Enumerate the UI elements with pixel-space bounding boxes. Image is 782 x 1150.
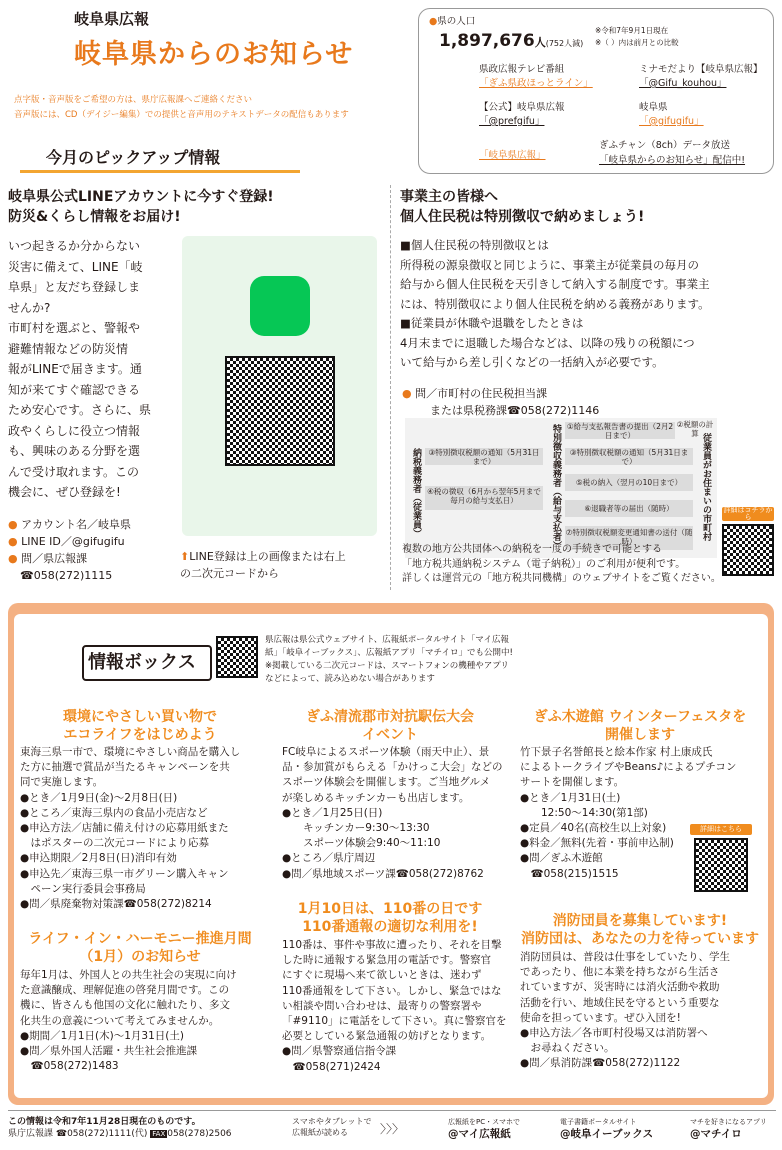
fire-body-line: であったり、他に本業を持ちながら生活さ xyxy=(520,966,720,979)
ekiden-body-line: が楽しめるキッチンカーも出店します。 xyxy=(282,791,470,804)
ekiden-body-line: スポーツ体験会を開催します。ご当地グルメ xyxy=(282,776,491,789)
myk-small: 広報紙をPC・スマホで xyxy=(448,1118,520,1126)
flow-step-6: ⑥退職者等の届出（随時） xyxy=(584,504,674,513)
line-body-line: 報がLINEで届きます。通 xyxy=(8,362,142,376)
flow-step-4: ④税の徴収（6月から翌年5月まで毎月の給与支払日） xyxy=(427,487,541,505)
line-qr-code-icon[interactable] xyxy=(225,356,335,466)
harmony-title-1: ライフ・イン・ハーモニー推進月間 xyxy=(28,931,252,947)
bullet-icon: ● xyxy=(8,552,22,565)
tax-heading-1: ■個人住民税の特別徴収とは xyxy=(400,238,549,252)
tax-para-2-line-1: 4月末までに退職した場合などは、以降の残りの税額につ xyxy=(400,335,695,350)
infobox-desc-2: 紙」「岐阜イーブックス」、広報紙アプリ「マチイロ」でも公開中! xyxy=(265,648,513,658)
gifuken-label: 岐阜県 xyxy=(639,102,668,113)
mokuyu-body-line: 12:50～14:30(第1部) xyxy=(520,806,648,819)
line-body-line: 知が来てすぐ確認できる xyxy=(8,382,141,397)
harmony-body-line: た意識醸成、理解促進の啓発月間です。この xyxy=(20,984,230,997)
line-tel: ☎058(272)1115 xyxy=(20,569,113,582)
eco-body-line: ●問／県廃棄物対策課☎058(272)8214 xyxy=(20,898,212,911)
tax-para-1-line-2: 給与から個人住民税を天引きして納入する制度です。事業主 xyxy=(400,277,710,291)
tax-qr-code-icon[interactable] xyxy=(722,524,774,576)
data-broadcast-label: ぎふチャン（8ch）データ放送 xyxy=(599,140,731,151)
smart-label-2: 広報紙が読める xyxy=(292,1128,348,1137)
gifu-kouhou-link[interactable]: 「岐阜県広報」 xyxy=(479,150,546,161)
line-id: LINE ID／@gifugifu xyxy=(21,535,125,548)
page-title: 岐阜県からのお知らせ xyxy=(74,39,354,70)
data-broadcast-name[interactable]: 「岐阜県からのお知らせ」配信中! xyxy=(599,155,746,166)
eco-title-1: 環境にやさしい買い物で xyxy=(63,709,217,725)
footer-date: この情報は令和7年11月28日現在のものです。 xyxy=(8,1117,201,1127)
flow-step-3a: ③特別徴収税額の通知（5月31日まで） xyxy=(428,448,540,466)
arrows-icon: 〉〉〉 xyxy=(380,1122,405,1136)
mokuyu-body-line: ●定員／40名(高校生以上対象) xyxy=(520,822,667,835)
population-paren-note: ※（ ）内は前月との比較 xyxy=(595,38,679,47)
bullet-icon: ● xyxy=(8,518,22,531)
fax-label: FAX xyxy=(152,1130,166,1138)
tax-flow-diagram xyxy=(405,418,717,558)
population-unit: 人 xyxy=(534,36,546,49)
tax-foot-1: 複数の地方公共団体への納税を一度の手続きで可能とする xyxy=(402,544,662,555)
infobox-desc-3: ※掲載している二次元コードは、スマートフォンの機種やアプリ xyxy=(265,661,509,671)
header-subtitle: 岐阜県広報 xyxy=(74,10,150,28)
ekiden-body-line: ●とき／1月25日(日) xyxy=(282,806,383,819)
ekiden-body xyxy=(282,745,510,882)
line-body-line: 阜県」と友だち登録しま xyxy=(8,280,141,294)
fire-body xyxy=(520,950,765,1072)
up-arrow-icon: ⬆ xyxy=(180,550,190,563)
mokuyu-body-line: サートを開催します。 xyxy=(520,776,625,789)
machiiro-small: マチを好きになるアプリ xyxy=(690,1118,767,1126)
police-body-line: い相談や問い合わせは、最寄りの警察署や xyxy=(282,999,482,1012)
fire-body-line: お尋ねください。 xyxy=(520,1042,615,1055)
tax-title-2: 個人住民税は特別徴収で納めましょう! xyxy=(400,209,645,225)
minamo-label: ミナモだより【岐阜県広報】 xyxy=(639,64,763,75)
police-body-line: にすぐに現場へ来て欲しいときは、迷わず xyxy=(282,969,482,982)
police-body xyxy=(282,938,510,1075)
line-title-1: 岐阜県公式LINEアカウントに今すぐ登録! xyxy=(8,189,274,205)
eco-body-line: ●ところ／東海三県内の食品小売店など xyxy=(20,806,208,819)
mokuyu-body-line: ●とき／1月31日(土) xyxy=(520,791,621,804)
population-change: (752人減) xyxy=(545,39,584,48)
ebooks-link[interactable]: @岐阜イーブックス xyxy=(560,1128,654,1140)
line-account: アカウント名／岐阜県 xyxy=(21,518,131,531)
ekiden-body-line: ●ところ／県庁周辺 xyxy=(282,852,376,865)
harmony-body-line: ☎058(272)1483 xyxy=(20,1060,119,1073)
column-divider xyxy=(390,185,391,590)
fire-body-line: ●問／県消防課☎058(272)1122 xyxy=(520,1057,681,1070)
fire-body-line: 活動を行い、地域住民を守るという重要な xyxy=(520,996,720,1009)
line-body-line: せんか? xyxy=(8,300,51,315)
mokuyu-body-line: によるトークライブやBeans♪によるプチコン xyxy=(520,761,737,774)
tax-contact: 問／市町村の住民税担当課 xyxy=(415,387,548,400)
ekiden-body-line: ●問／県地域スポーツ課☎058(272)8762 xyxy=(282,867,484,880)
line-body-line: も、興味のある分野を選 xyxy=(8,444,141,458)
harmony-body-line: ●問／県外国人活躍・共生社会推進課 xyxy=(20,1045,198,1058)
population-value: 1,897,676 xyxy=(439,31,535,51)
eco-body-line: ●申込先／東海三県一市グリーン購入キャン xyxy=(20,867,229,880)
ekiden-body-line: スポーツ体験会9:40～11:10 xyxy=(282,837,441,850)
mokuyu-detail-label: 詳細はこちら xyxy=(690,824,752,835)
flow-step-1: ①給与支払報告書の提出（2月2日まで） xyxy=(566,422,674,440)
tv-program-label: 県政広報テレビ番組 xyxy=(479,64,565,75)
line-title-2: 防災&くらし情報をお届け! xyxy=(8,209,181,225)
tax-foot-3: 詳しくは運営元の「地方税共同機構」のウェブサイトをご覧ください。 xyxy=(402,573,721,584)
tax-para-1-line-3: には、特別徴収により個人住民税を納める義務があります。 xyxy=(400,296,710,311)
population-box xyxy=(418,8,774,174)
tax-title-1: 事業主の皆様へ xyxy=(400,189,498,205)
eco-body xyxy=(20,745,270,912)
footer-fax: 058(278)2506 xyxy=(167,1129,232,1139)
line-body-line: 機会に、ぜひ登録を! xyxy=(8,485,121,499)
flow-step-2: ②税額の計算 xyxy=(676,420,714,438)
info-box-title: 情報ボックス xyxy=(88,652,196,673)
mokuyu-title-1: ぎふ木遊館 ウインターフェスタを xyxy=(533,709,747,725)
line-app-image xyxy=(182,236,377,536)
pickup-underline xyxy=(20,170,300,173)
tax-detail-label: 詳細はコチラから xyxy=(723,506,773,521)
info-box-title-frame xyxy=(82,645,212,681)
flow-step-5: ⑤税の納入（翌月の10日まで） xyxy=(575,478,683,487)
police-body-line: ●問／県警察通信指令課 xyxy=(282,1045,397,1058)
fire-body-line: 消防団員は、普段は仕事をしていたり、学生 xyxy=(520,951,730,963)
ekiden-title-2: イベント xyxy=(362,727,418,743)
fire-body-line: 使命を担っています。ぜひ入団を! xyxy=(520,1011,681,1024)
harmony-body-line: 毎年1月は、外国人との共生社会の実現に向け xyxy=(20,969,237,981)
eco-body-line: た方に抽選で賞品が当たるキャンペーンを共 xyxy=(20,761,230,774)
police-body-line: 110番通報をして下さい。しかし、緊急ではな xyxy=(282,984,502,997)
police-body-line: した時に通報する緊急用の電話です。警察官 xyxy=(282,954,492,967)
line-register-1: LINE登録は上の画像または右上 xyxy=(189,550,346,563)
flow-taxpayer: 納税義務者（従業員） xyxy=(411,448,421,538)
infobox-desc-4: などによって、読み込めない場合があります xyxy=(265,674,435,684)
fire-body-line: ●申込方法／各市町村役場又は消防署へ xyxy=(520,1027,708,1040)
official-label: 【公式】岐阜県広報 xyxy=(479,102,565,113)
machiiro-link[interactable]: @マチイロ xyxy=(690,1128,742,1140)
myk-link[interactable]: @マイ広報紙 xyxy=(448,1128,511,1140)
line-register-2: の二次元コードから xyxy=(180,567,279,580)
smart-label-1: スマホやタブレットで xyxy=(292,1117,372,1126)
eco-body-line: ●申込期限／2月8日(日)消印有効 xyxy=(20,852,177,865)
eco-body-line: ペーン実行委員会事務局 xyxy=(20,882,146,895)
gifuken-handle[interactable]: 「@gifugifu」 xyxy=(639,116,704,127)
mokuyu-body-line: ●料金／無料(先着・事前申込制) xyxy=(520,837,674,850)
tax-para-2-line-2: いて給与から差し引くなどの一括納入が必要です。 xyxy=(400,355,664,369)
eco-body-line: ●申込方法／店舗に備え付けの応募用紙また xyxy=(20,822,229,835)
infobox-desc-1: 県広報は県公式ウェブサイト、広報紙ポータルサイト「マイ広報 xyxy=(265,635,510,645)
flow-municipality: 従業員がお住まいの市町村 xyxy=(701,433,711,541)
ekiden-body-line: 品・参加賞がもらえる「かけっこ大会」などの xyxy=(282,761,503,774)
eco-body-line: はポスターの二次元コードにより応募 xyxy=(20,837,209,850)
mokuyu-body-line: ☎058(215)1515 xyxy=(520,867,619,880)
bullet-icon: ● xyxy=(8,535,22,548)
line-body-line: 市町村を選ぶと、警報や xyxy=(8,321,141,335)
flow-step-7: ⑦特別徴収税額変更通知書の送付（随時） xyxy=(565,528,693,546)
mokuyu-body-line: ●問／ぎふ木遊館 xyxy=(520,852,603,865)
tax-contact-2: または県税務課☎058(272)1146 xyxy=(430,404,600,417)
tax-heading-2: ■従業員が休職や退職をしたときは xyxy=(400,316,584,330)
line-body xyxy=(8,236,178,503)
line-logo-icon xyxy=(250,276,310,336)
audio-note: 音声版には、CD（デイジー編集）での提供と音声用のテキストデータの配信もあります xyxy=(14,110,349,120)
line-contact: 問／県広報課 xyxy=(21,552,88,565)
ekiden-body-line: FC岐阜によるスポーツ体験（雨天中止）、景 xyxy=(282,746,490,758)
harmony-body-line: 化共生の意義について考えてみませんか。 xyxy=(20,1014,220,1027)
footer-tel: 県庁広報課 ☎058(272)1111(代) xyxy=(8,1129,148,1139)
harmony-body-line: ●期間／1月1日(木)～1月31日(土) xyxy=(20,1029,184,1042)
tax-foot-2: 「地方税共通納税システム（電子納税）」のご利用が便利です。 xyxy=(402,558,686,570)
population-asof: ※令和7年9月1日現在 xyxy=(595,26,669,35)
police-title-2: 110番通報の適切な利用を! xyxy=(302,919,478,935)
police-body-line: 110番は、事件や事故に遭ったり、それを目撃 xyxy=(282,939,502,951)
eco-body-line: 同で実施します。 xyxy=(20,776,104,789)
fire-body-line: れていますが、災害時には消火活動や救助 xyxy=(520,981,720,994)
footer-divider xyxy=(8,1110,776,1111)
line-body-line: 災害に備えて、LINE「岐 xyxy=(8,259,143,274)
eco-body-line: ●とき／1月9日(金)～2月8日(日) xyxy=(20,791,178,804)
police-body-line: ☎058(271)2424 xyxy=(282,1060,381,1073)
minamo-handle[interactable]: 「@Gifu_kouhou」 xyxy=(639,78,727,89)
harmony-body-line: 機に、皆さんも他国の文化に触れたり、多文 xyxy=(20,999,230,1012)
ebooks-small: 電子書籍ポータルサイト xyxy=(560,1118,637,1126)
tv-program-name[interactable]: 「ぎふ県政ほっとライン」 xyxy=(479,78,593,89)
mokuyu-title-2: 開催します xyxy=(605,727,675,743)
ekiden-title-1: ぎふ清流郡市対抗駅伝大会 xyxy=(306,709,474,725)
bullet-icon: ● xyxy=(402,387,416,400)
eco-body-line: 東海三県一市で、環境にやさしい商品を購入し xyxy=(20,746,241,758)
mokuyu-qr-code-icon[interactable] xyxy=(694,838,748,892)
flow-withholder: 特別徴収義務者（給与支払者） xyxy=(551,424,561,550)
line-body-line: 避難情報などの防災情 xyxy=(8,341,129,356)
police-body-line: 必要としている緊急通報の妨げとなります。 xyxy=(282,1030,492,1043)
line-body-line: ため安心です。さらに、県 xyxy=(8,403,152,417)
harmony-title-2: （1月）のお知らせ xyxy=(79,949,201,965)
infobox-qr-code-icon[interactable] xyxy=(216,636,258,678)
fire-title-1: 消防団員を募集しています! xyxy=(552,913,728,929)
flow-step-3b: ③特別徴収税額の通知（5月31日まで） xyxy=(569,448,689,466)
mokuyu-body-line: 竹下景子名誉館長と絵本作家 村上康成氏 xyxy=(520,746,713,758)
bullet-icon: ● xyxy=(429,16,438,27)
police-body-line: 「#9110」に電話をして下さい。真に警察官を xyxy=(282,1015,507,1028)
eco-title-2: エコライフをはじめよう xyxy=(63,727,217,743)
official-handle[interactable]: 「@prefgifu」 xyxy=(479,116,545,127)
police-title-1: 1月10日は、110番の日です xyxy=(297,901,483,917)
ekiden-body-line: キッチンカー9:30～13:30 xyxy=(282,822,430,835)
line-body-line: いつ起きるか分からない xyxy=(8,239,141,253)
braille-note: 点字版・音声版をご希望の方は、県庁広報課へご連絡ください xyxy=(14,95,253,105)
tax-para-1-line-1: 所得税の源泉徴収と同じように、事業主が従業員の毎月の xyxy=(400,257,699,272)
pickup-title: 今月のピックアップ情報 xyxy=(46,148,221,167)
harmony-body xyxy=(20,968,270,1074)
line-body-line: 政やくらしに役立つ情報 xyxy=(8,423,141,438)
fire-title-2: 消防団は、あなたの力を待っています xyxy=(521,931,759,947)
line-body-line: んで受け取れます。この xyxy=(8,464,140,479)
population-label: 県の人口 xyxy=(437,16,476,27)
